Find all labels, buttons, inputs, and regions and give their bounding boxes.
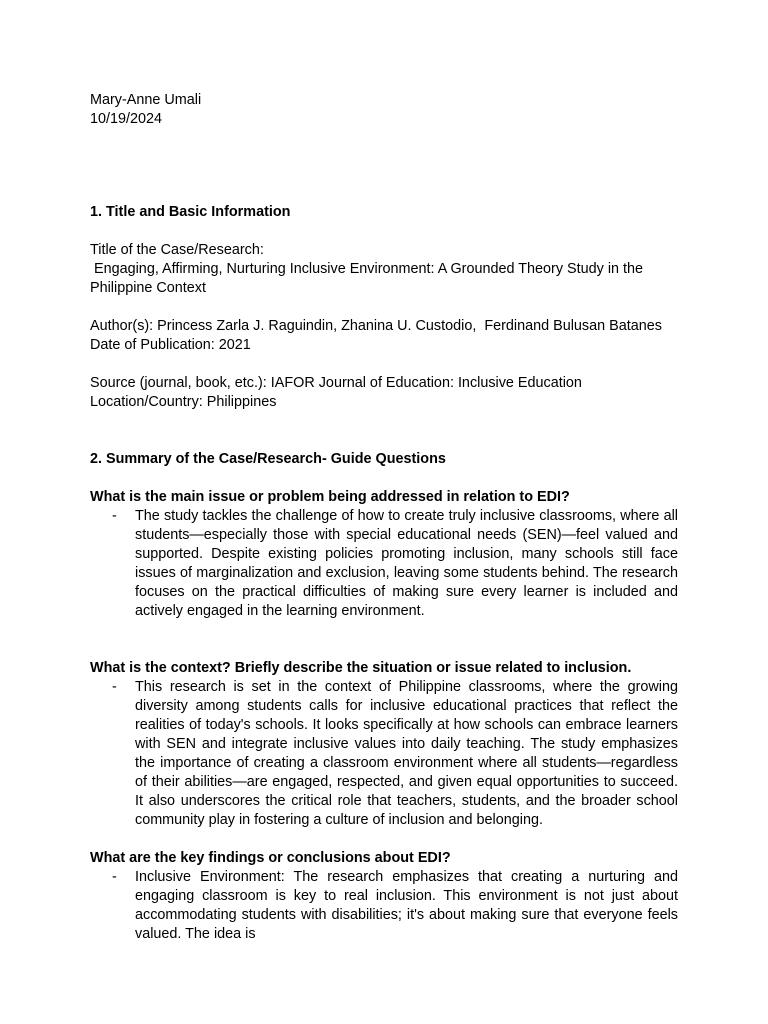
title-label: Title of the Case/Research: [90,242,264,258]
section1-heading: 1. Title and Basic Information [90,204,291,220]
answer-1 [90,507,678,621]
section2-heading: 2. Summary of the Case/Research- Guide Questions [90,451,446,467]
question-3: What are the key findings or conclusions about EDI? [90,850,451,866]
bullet-dash: - [112,869,117,885]
answer-2 [90,678,678,830]
document-page [90,91,678,944]
question-2: What is the context? Briefly describe the situation or issue related to inclusion. [90,660,632,676]
source-line: Source (journal, book, etc.): IAFOR Journal of Education: Inclusive Education [90,375,582,391]
answer-3 [90,868,678,944]
answer-2-text: This research is set in the context of Philippine classrooms, where the growing diversity among students calls for inclusive educational practices that reflect the realities of today's schools. It looks specifically at how schools can embrace learners with SEN and integrate inclusive values into daily teaching. The study emphasizes the importance of creating a classroom environment where all students—regardless of their abilities—are engaged, respected, and given equal opportunities to succeed. It also underscores the critical role that teachers, students, and the broader school community play in fostering a culture of inclusion and belonging. [135,679,678,828]
document-date: 10/19/2024 [90,111,163,127]
question-1: What is the main issue or problem being addressed in relation to EDI? [90,489,570,505]
title-value: Engaging, Affirming, Nurturing Inclusive Environment: A Grounded Theory Study in the Philippine Context [90,261,648,296]
answer-3-text: Inclusive Environment: The research emphasizes that creating a nurturing and engaging classroom is key to real inclusion. This environment is not just about accommodating students with disabilities; it's about making sure that everyone feels valued. The idea is [135,869,678,942]
publication-date-line: Date of Publication: 2021 [90,337,251,353]
bullet-dash: - [112,508,117,524]
answer-1-text: The study tackles the challenge of how to create truly inclusive classrooms, where all students—especially those with special educational needs (SEN)—feel valued and supported. Despite existing policies promoting inclusion, many schools still face issues of marginalization and exclusion, leaving some students behind. The research focuses on the practical difficulties of making sure every learner is included and actively engaged in the learning environment. [135,508,678,619]
bullet-dash: - [112,679,117,695]
authors-line: Author(s): Princess Zarla J. Raguindin, Zhanina U. Custodio, Ferdinand Bulusan Batanes [90,318,662,334]
author-name: Mary-Anne Umali [90,92,202,108]
location-line: Location/Country: Philippines [90,394,277,410]
